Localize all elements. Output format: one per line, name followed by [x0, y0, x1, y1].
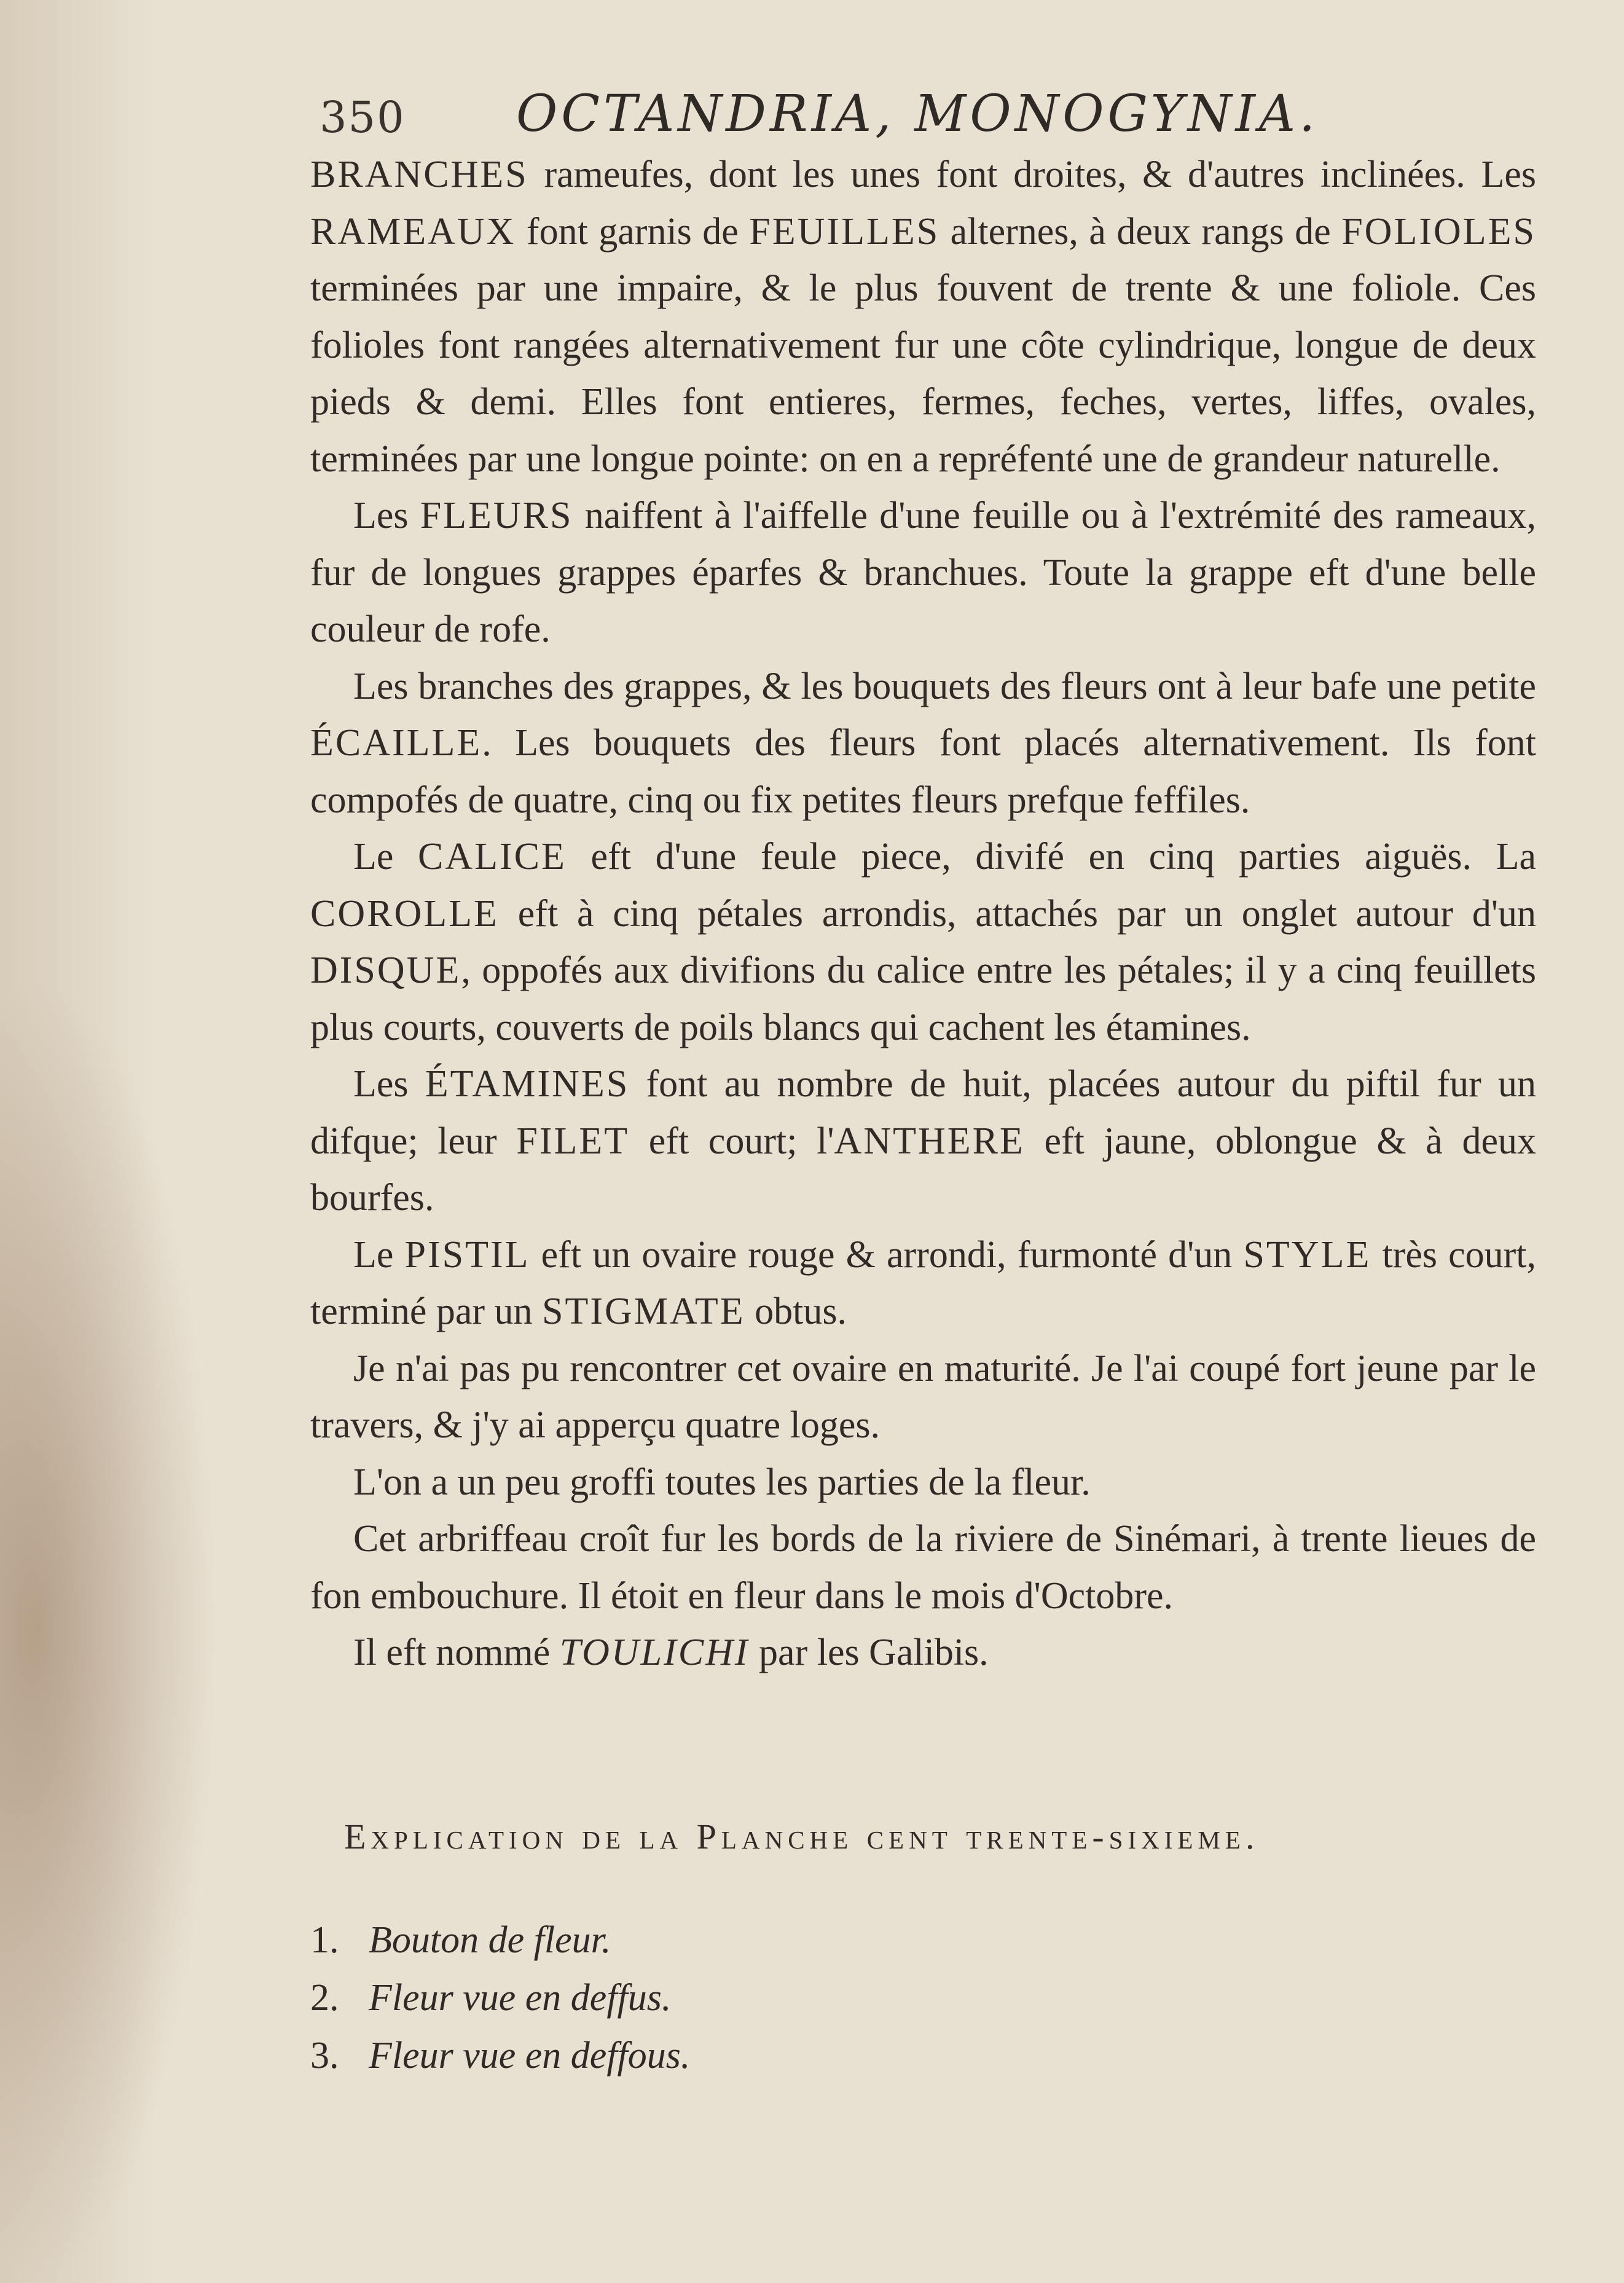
body-paragraph	[310, 658, 1536, 829]
text-run: , oppofés aux divifions du calice entre les pétales; il y a cinq feuillets plus courts, couverts de poils blancs qui cachent les étamines.	[310, 949, 1536, 1048]
text-run: Les	[353, 495, 420, 536]
running-title: OCTANDRIA, MONOGYNIA.	[516, 85, 1319, 143]
small-caps-term: ANTHERE	[834, 1120, 1025, 1162]
small-caps-term: BRANCHES	[310, 154, 528, 195]
text-run: Les branches des grappes, & les bouquets des fleurs ont à leur bafe une petite	[353, 665, 1536, 707]
text-run: alternes, à deux rangs de	[939, 210, 1342, 253]
small-caps-term: PISTIL	[404, 1233, 530, 1276]
text-run: Je n'ai pas pu rencontrer cet ovaire en maturité. Je l'ai coupé fort jeune par le travers, & j'y ai apperçu quatre loges.	[310, 1347, 1536, 1446]
body-paragraph	[310, 1340, 1536, 1454]
text-run: obtus.	[745, 1291, 847, 1332]
text-run: font au nombre de huit, placées autour du piftil fur un difque; leur	[310, 1063, 1536, 1162]
small-caps-term: ÉTAMINES	[425, 1063, 630, 1105]
italic-name: TOULICHI	[559, 1632, 750, 1673]
text-run: Le	[353, 836, 418, 878]
small-caps-term: COROLLE	[310, 892, 499, 935]
body-paragraph	[310, 1227, 1536, 1340]
small-caps-term: STYLE	[1243, 1233, 1371, 1276]
figure-number: 3.	[310, 2035, 339, 2077]
text-run: eft à cinq pétales arrondis, attachés par un onglet autour d'un	[498, 892, 1536, 935]
plate-explanation-heading: Explication de la Planche cent trente-sixieme.	[344, 1817, 1260, 1857]
body-paragraph	[310, 1511, 1536, 1624]
text-run: Cet arbriffeau croît fur les bords de la riviere de Sinémari, à trente lieues de fon embouchure. Il étoit en fleur dans le mois d'Octobre.	[310, 1518, 1536, 1617]
small-caps-term: RAMEAUX	[310, 210, 516, 253]
text-run: rameufes, dont les unes font droites, & d'autres inclinées. Les	[528, 154, 1536, 195]
figure-list	[310, 1911, 1232, 2085]
small-caps-term: FEUILLES	[749, 210, 940, 253]
figure-number: 2.	[310, 1977, 339, 2019]
text-run: eft un ovaire rouge & arrondi, furmonté d'un	[530, 1233, 1244, 1276]
body-paragraph	[310, 1056, 1536, 1227]
body-paragraph	[310, 1624, 1536, 1681]
page-number: 350	[320, 92, 406, 143]
figure-caption: Bouton de fleur.	[369, 1919, 611, 1961]
body-paragraph	[310, 487, 1536, 658]
text-run: Le	[353, 1233, 405, 1276]
body-paragraph	[310, 146, 1536, 487]
text-run: . Les bouquets des fleurs font placés alternativement. Ils font compofés de quatre, cinq ou fix petites fleurs prefque feffiles.	[310, 722, 1536, 821]
small-caps-term: FILET	[516, 1120, 630, 1162]
text-run: eft court; l'	[629, 1120, 834, 1162]
text-run: L'on a un peu groffi toutes les parties de la fleur.	[353, 1461, 1091, 1503]
small-caps-term: CALICE	[418, 836, 567, 878]
text-run: font garnis de	[516, 210, 750, 253]
body-paragraph	[310, 1454, 1536, 1511]
small-caps-term: ÉCAILLE	[310, 722, 482, 764]
body-text	[310, 146, 1536, 1681]
small-caps-term: DISQUE	[310, 949, 461, 991]
small-caps-term: FLEURS	[420, 495, 573, 536]
small-caps-term: STIGMATE	[542, 1291, 745, 1332]
figure-caption: Fleur vue en deffus.	[369, 1977, 672, 2019]
figure-caption: Fleur vue en deffous.	[369, 2035, 691, 2077]
text-run: par les Galibis.	[749, 1632, 989, 1673]
figure-item	[310, 1911, 1232, 1969]
figure-item	[310, 1969, 1232, 2027]
small-caps-term: FOLIOLES	[1341, 210, 1536, 253]
text-run: eft jaune, oblongue & à deux bourfes.	[310, 1120, 1537, 1219]
text-run: Les	[353, 1063, 425, 1105]
body-paragraph	[310, 828, 1536, 1056]
text-run: très court, terminé par un	[310, 1233, 1536, 1332]
text-run: naiffent à l'aiffelle d'une feuille ou à l'extrémité des rameaux, fur de longues grappes éparfes & branchues. Toute la grappe eft d'une belle couleur de rofe.	[310, 495, 1536, 650]
text-run: terminées par une impaire, & le plus fouvent de trente & une foliole. Ces folioles font rangées alternativement fur une côte cylindrique, longue de deux pieds & demi. Elles font entieres, fermes, feches, vertes, liffes, ovales, terminées par une longue pointe: on en a repréfenté une de grandeur naturelle.	[310, 267, 1536, 480]
figure-item	[310, 2027, 1232, 2085]
figure-number: 1.	[310, 1919, 339, 1961]
text-run: Il eft nommé	[353, 1632, 560, 1673]
page-header	[320, 80, 1364, 154]
text-run: eft d'une feule piece, divifé en cinq parties aiguës. La	[566, 836, 1536, 878]
